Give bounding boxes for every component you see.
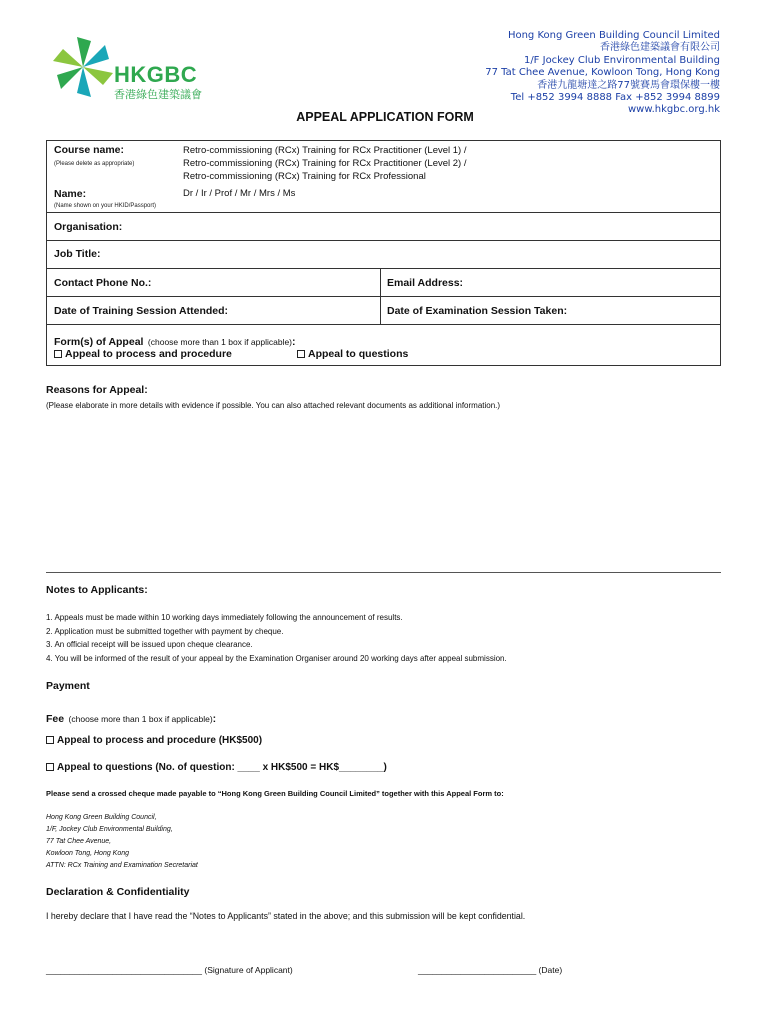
checkbox-icon[interactable]	[46, 763, 54, 771]
organisation-label: Organisation:	[54, 221, 123, 233]
address-line: 香港綠色建築議會有限公司	[600, 42, 720, 54]
address-line: 香港九龍塘達之路77號賽馬會環保樓一樓	[537, 79, 720, 91]
address-line: Kowloon Tong, Hong Kong	[46, 850, 130, 857]
mailing-address	[46, 812, 198, 872]
hkgbc-pinwheel-icon	[48, 32, 118, 102]
email-label: Email Address:	[387, 277, 464, 289]
column-divider	[380, 297, 381, 324]
logo-chinese-name: 香港綠色建築議會	[114, 88, 202, 101]
page-title: APPEAL APPLICATION FORM	[296, 110, 474, 124]
phone-label: Contact Phone No.:	[54, 277, 152, 289]
course-option-level-2: Retro-commissioning (RCx) Training for RCx Practitioner (Level 2) /	[183, 158, 467, 169]
job-title-label: Job Title:	[54, 248, 101, 260]
name-title-options[interactable]: Dr / Ir / Prof / Mr / Mrs / Ms	[183, 188, 296, 199]
course-row	[47, 141, 720, 187]
reasons-heading: Reasons for Appeal:	[46, 384, 148, 396]
appeal-process-checkbox[interactable]: Appeal to process and procedure	[54, 348, 232, 360]
declaration-heading: Declaration & Confidentiality	[46, 886, 190, 898]
list-item: 4. You will be informed of the result of your appeal by the Examination Organiser around 20 working days after appeal submission.	[46, 653, 507, 663]
address-line: Hong Kong Green Building Council Limited	[507, 30, 720, 41]
fee-questions-checkbox[interactable]: Appeal to questions (No. of question: ____ x HK$500 = HK$________)	[46, 762, 387, 773]
checkbox-icon[interactable]	[46, 736, 54, 744]
organisation-row[interactable]	[47, 213, 720, 241]
reasons-hint: (Please elaborate in more details with evidence if possible. You can also attached relevant documents as additional information.)	[46, 401, 501, 410]
notes-heading: Notes to Applicants:	[46, 584, 148, 596]
address-line: 77 Tat Chee Avenue,	[46, 838, 112, 845]
applicant-details-form	[46, 140, 721, 366]
checkbox-icon[interactable]	[297, 350, 305, 358]
address-line: ATTN: RCx Training and Examination Secretariat	[46, 862, 198, 869]
hkgbc-logo	[48, 32, 238, 102]
organisation-address	[480, 30, 720, 117]
declaration-text: I hereby declare that I have read the “Notes to Applicants” stated in the above; and this submission will be kept confidential.	[46, 911, 526, 921]
section-divider	[46, 572, 721, 573]
course-options[interactable]	[183, 144, 467, 183]
address-line: 1/F Jockey Club Environmental Building	[523, 54, 720, 66]
appeal-forms-row	[47, 325, 720, 366]
course-hint: (Please delete as appropriate)	[54, 161, 135, 167]
course-label: Course name:	[54, 144, 125, 156]
checkbox-icon[interactable]	[54, 350, 62, 358]
payment-heading: Payment	[46, 680, 90, 692]
reasons-text-area[interactable]	[46, 416, 721, 566]
logo-wordmark: HKGBC	[114, 62, 198, 87]
list-item: 1. Appeals must be made within 10 working days immediately following the announcement of results.	[46, 613, 403, 622]
appeal-questions-checkbox[interactable]: Appeal to questions	[297, 348, 408, 360]
list-item: 3. An official receipt will be issued upon cheque clearance.	[46, 640, 253, 649]
address-line: www.hkgbc.org.hk	[627, 104, 720, 116]
fee-heading: Fee (choose more than 1 box if applicable):	[46, 713, 217, 725]
address-line: Tel +852 3994 8888 Fax +852 3994 8899	[510, 92, 720, 104]
address-line: 1/F, Jockey Club Environmental Building,	[46, 826, 173, 833]
name-row	[47, 185, 720, 213]
course-option-level-1: Retro-commissioning (RCx) Training for RCx Practitioner (Level 1) /	[183, 145, 467, 156]
name-label: Name:	[54, 188, 87, 200]
job-title-row[interactable]	[47, 241, 720, 269]
address-line: Hong Kong Green Building Council,	[46, 814, 157, 821]
signature-field[interactable]: _________________________________ (Signature of Applicant)	[46, 965, 293, 975]
appeal-forms-heading: Form(s) of Appeal (choose more than 1 box if applicable):	[54, 336, 296, 348]
column-divider	[380, 269, 381, 296]
contact-row	[47, 269, 720, 297]
cheque-instruction: Please send a crossed cheque made payable to “Hong Kong Green Building Council Limited” together with this Appeal Form to:	[46, 789, 504, 798]
list-item: 2. Application must be submitted together with payment by cheque.	[46, 626, 284, 636]
name-hint: (Name shown on your HKID/Passport)	[54, 203, 157, 209]
exam-date-label: Date of Examination Session Taken:	[387, 305, 568, 317]
fee-process-checkbox[interactable]: Appeal to process and procedure (HK$500)	[46, 735, 262, 746]
dates-row	[47, 297, 720, 325]
course-option-professional: Retro-commissioning (RCx) Training for RCx Professional	[183, 171, 426, 182]
training-date-label: Date of Training Session Attended:	[54, 305, 229, 317]
date-field[interactable]: _________________________ (Date)	[418, 965, 563, 975]
notes-list	[46, 611, 507, 665]
address-line: 77 Tat Chee Avenue, Kowloon Tong, Hong Kong	[485, 67, 720, 79]
